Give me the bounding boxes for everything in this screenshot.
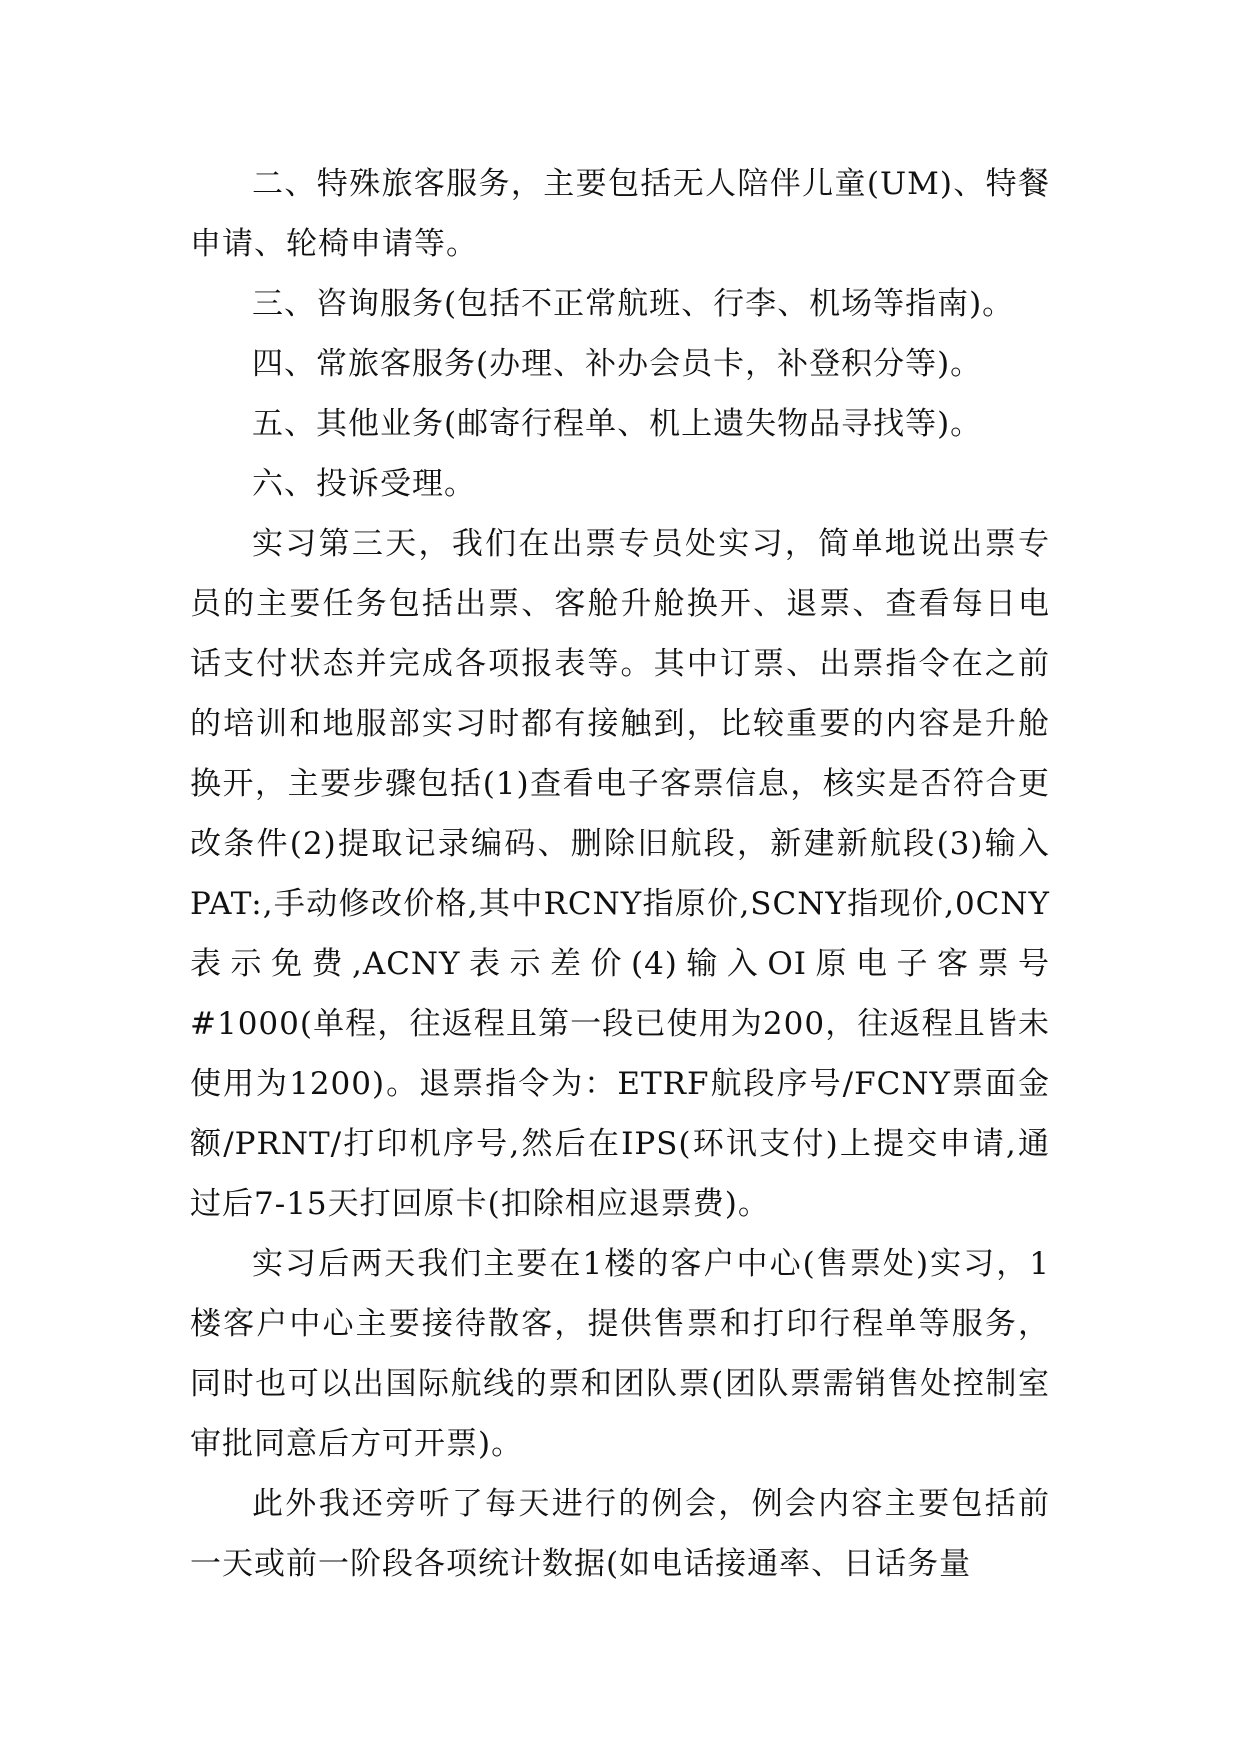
paragraph-other-business: 五、其他业务(邮寄行程单、机上遗失物品寻找等)。	[252, 406, 983, 442]
paragraph-frequent-flyer-service: 四、常旅客服务(办理、补办会员卡，补登积分等)。	[252, 346, 983, 382]
document-body	[190, 154, 1050, 1594]
paragraph-consulting-service: 三、咨询服务(包括不正常航班、行李、机场等指南)。	[252, 286, 1015, 322]
paragraph-complaint-handling: 六、投诉受理。	[252, 466, 476, 502]
paragraph-daily-meeting: 此外我还旁听了每天进行的例会，例会内容主要包括前一天或前一阶段各项统计数据(如电话接通率、日话务量	[190, 1486, 1050, 1582]
paragraph-day-three-ticketing: 实习第三天，我们在出票专员处实习，简单地说出票专员的主要任务包括出票、客舱升舱换开、退票、查看每日电话支付状态并完成各项报表等。其中订票、出票指令在之前的培训和地服部实习时都有接触到，比较重要的内容是升舱换开，主要步骤包括(1)查看电子客票信息，核实是否符合更改条件(2)提取记录编码、删除旧航段，新建新航段(3)输入PAT:,手动修改价格,其中RCNY指原价,SCNY指现价,0CNY表示免费,ACNY表示差价(4)输入OI原电子客票号#1000(单程，往返程且第一段已使用为200，往返程且皆未使用为1200)。退票指令为：ETRF航段序号/FCNY票面金额/PRNT/打印机序号,然后在IPS(环讯支付)上提交申请,通过后7-15天打回原卡(扣除相应退票费)。	[190, 526, 1050, 1222]
paragraph-special-passenger-service: 二、特殊旅客服务，主要包括无人陪伴儿童(UM)、特餐申请、轮椅申请等。	[190, 166, 1050, 262]
paragraph-customer-center: 实习后两天我们主要在1楼的客户中心(售票处)实习，1楼客户中心主要接待散客，提供售票和打印行程单等服务，同时也可以出国际航线的票和团队票(团队票需销售处控制室审批同意后方可开票)。	[190, 1246, 1050, 1462]
